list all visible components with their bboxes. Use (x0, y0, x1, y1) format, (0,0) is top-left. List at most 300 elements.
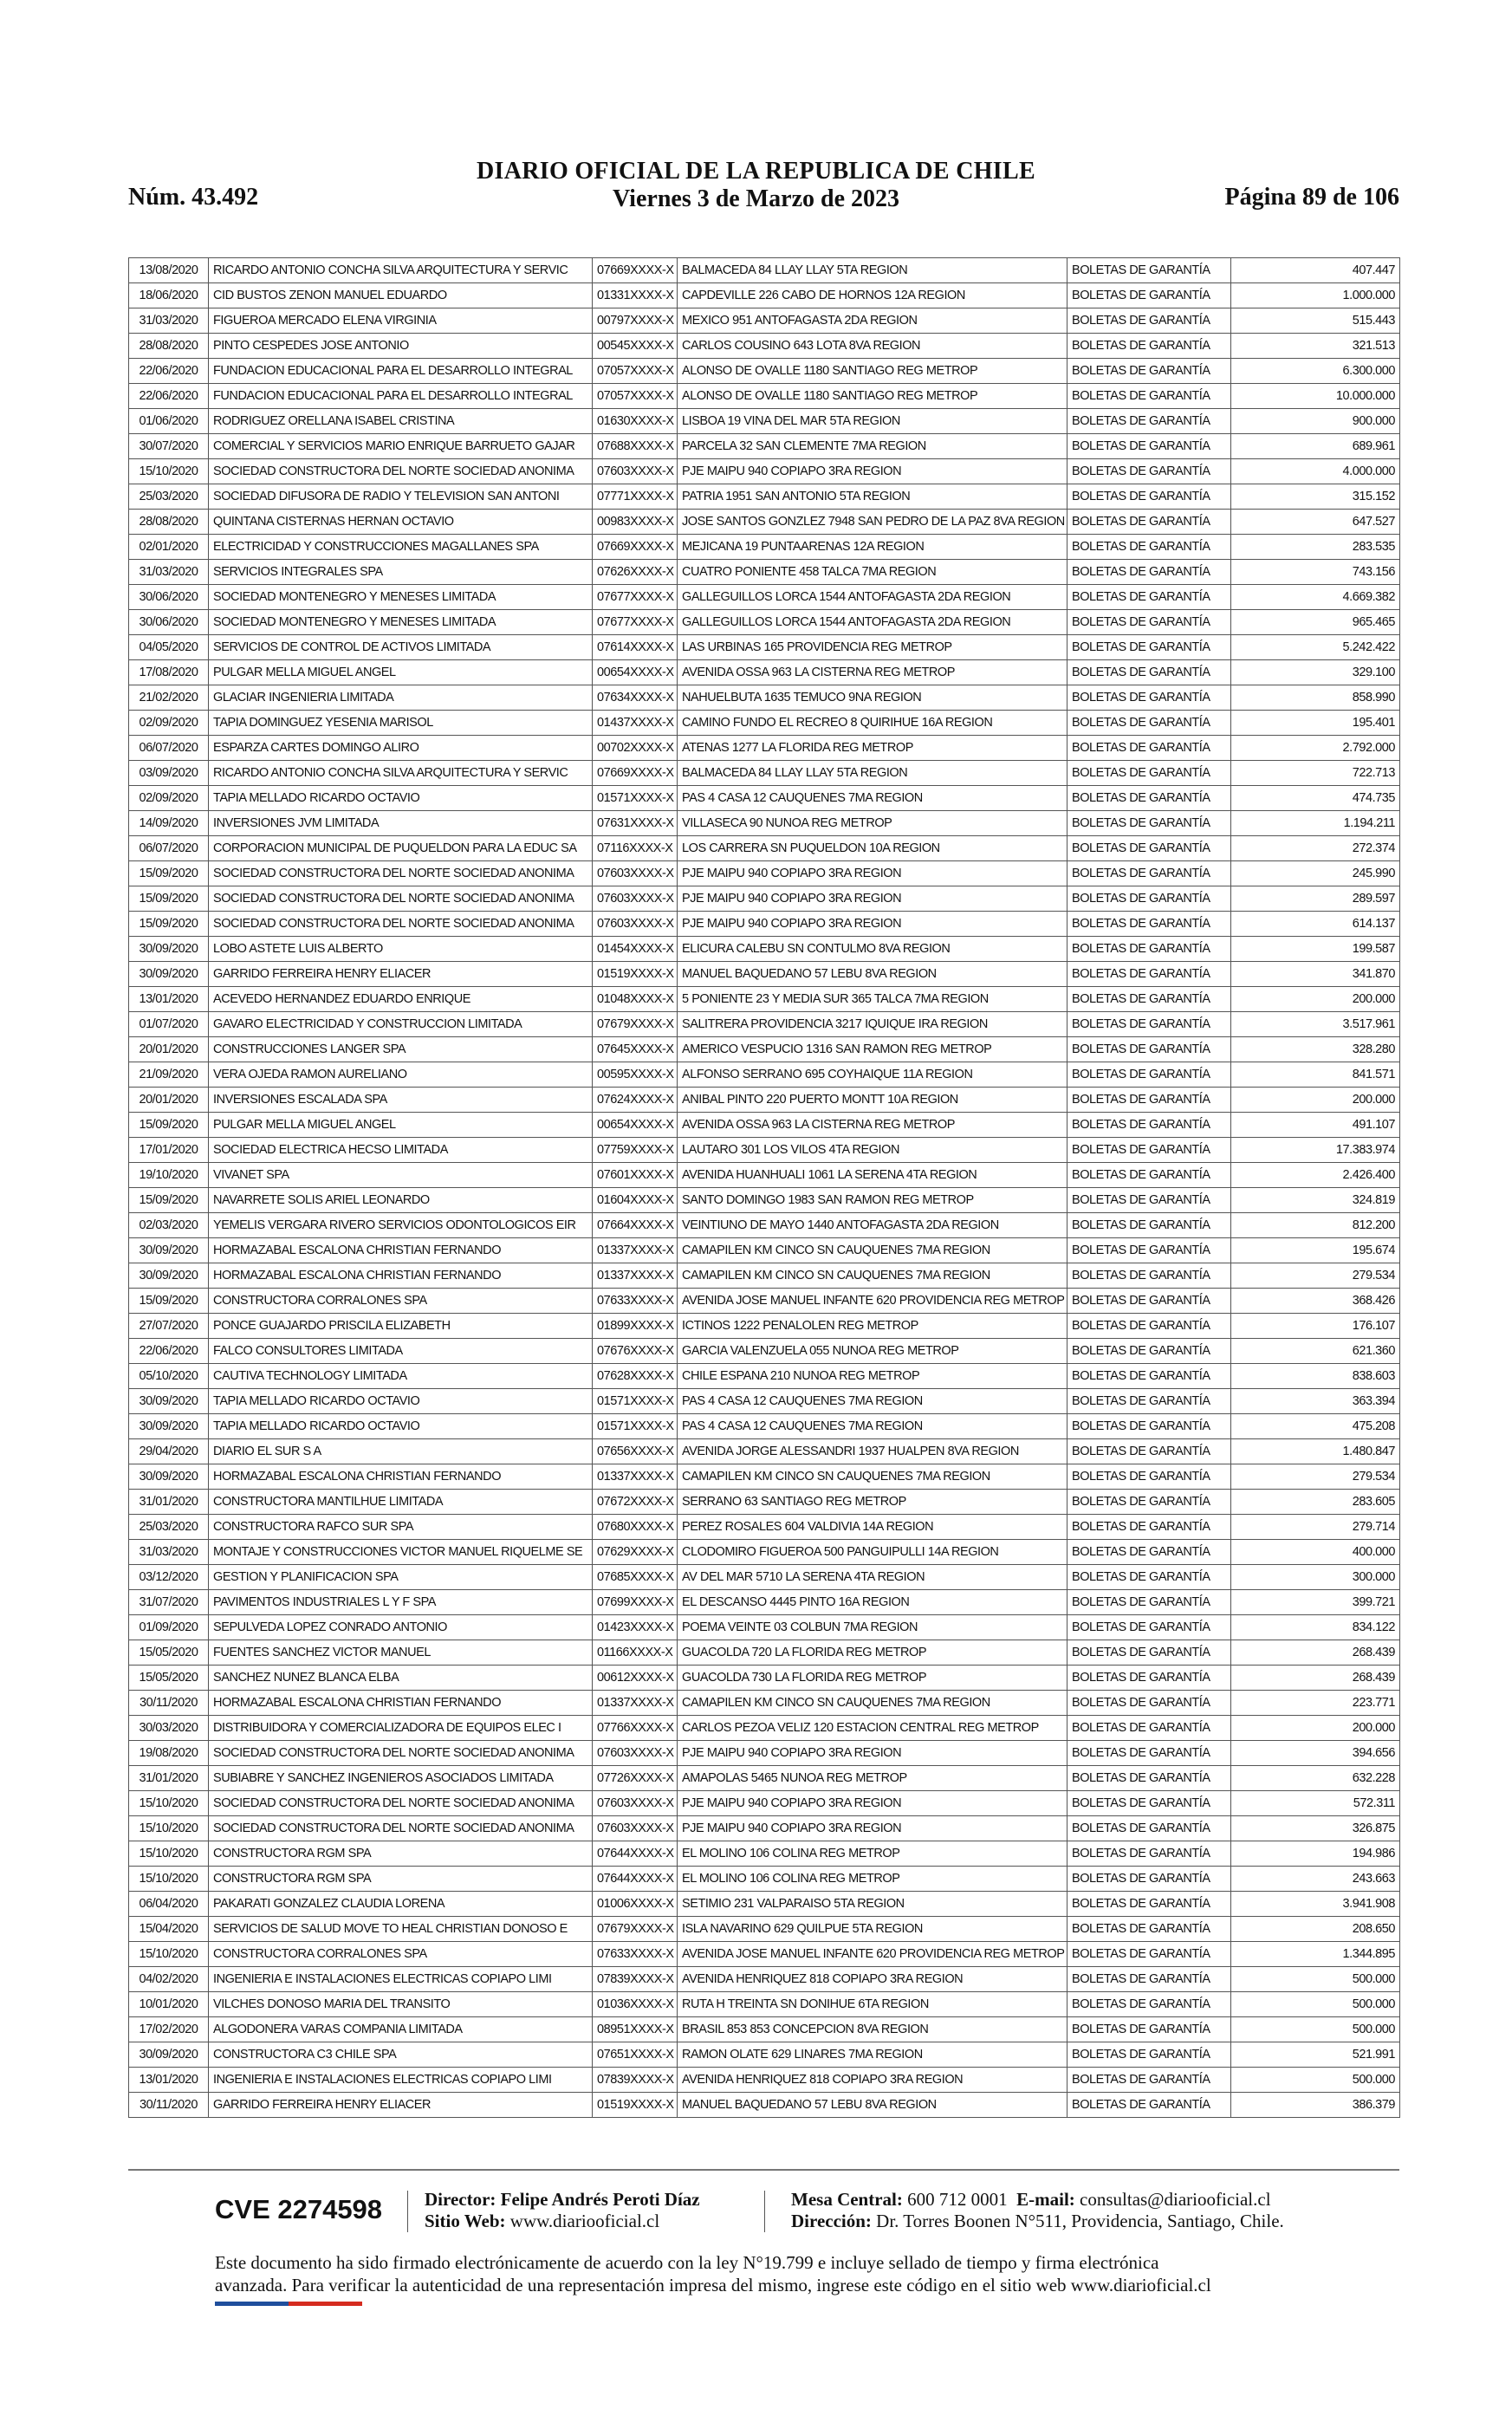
rut-cell: 07651XXXX-X (593, 2042, 678, 2068)
address-cell: BALMACEDA 84 LLAY LLAY 5TA REGION (678, 258, 1067, 283)
name-cell: TAPIA MELLADO RICARDO OCTAVIO (209, 786, 593, 811)
table-row (129, 1088, 1400, 1113)
rut-cell: 07603XXXX-X (593, 459, 678, 484)
name-cell: CONSTRUCCIONES LANGER SPA (209, 1037, 593, 1062)
amount-cell: 521.991 (1231, 2042, 1400, 2068)
amount-cell: 621.360 (1231, 1339, 1400, 1364)
name-cell: QUINTANA CISTERNAS HERNAN OCTAVIO (209, 510, 593, 535)
amount-cell: 900.000 (1231, 409, 1400, 434)
type-cell: BOLETAS DE GARANTÍA (1067, 1565, 1231, 1590)
name-cell: SANCHEZ NUNEZ BLANCA ELBA (209, 1666, 593, 1691)
amount-cell: 407.447 (1231, 258, 1400, 283)
address-cell: AVENIDA OSSA 963 LA CISTERNA REG METROP (678, 1113, 1067, 1138)
type-cell: BOLETAS DE GARANTÍA (1067, 1088, 1231, 1113)
type-cell: BOLETAS DE GARANTÍA (1067, 1163, 1231, 1188)
rut-cell: 00595XXXX-X (593, 1062, 678, 1088)
table-row (129, 1339, 1400, 1364)
table-row (129, 685, 1400, 711)
flag-red-band (289, 2302, 362, 2306)
amount-cell: 386.379 (1231, 2093, 1400, 2118)
type-cell: BOLETAS DE GARANTÍA (1067, 1012, 1231, 1037)
rut-cell: 07664XXXX-X (593, 1213, 678, 1238)
date-cell: 14/09/2020 (129, 811, 209, 836)
table-row (129, 1163, 1400, 1188)
address-cell: MANUEL BAQUEDANO 57 LEBU 8VA REGION (678, 962, 1067, 987)
table-row (129, 510, 1400, 535)
amount-cell: 3.517.961 (1231, 1012, 1400, 1037)
amount-cell: 515.443 (1231, 308, 1400, 334)
address-cell: GUACOLDA 720 LA FLORIDA REG METROP (678, 1640, 1067, 1666)
name-cell: SOCIEDAD DIFUSORA DE RADIO Y TELEVISION SAN ANTONI (209, 484, 593, 510)
address-cell: ALONSO DE OVALLE 1180 SANTIAGO REG METROP (678, 384, 1067, 409)
date-cell: 01/09/2020 (129, 1615, 209, 1640)
rut-cell: 07603XXXX-X (593, 912, 678, 937)
name-cell: INGENIERIA E INSTALACIONES ELECTRICAS COPIAPO LIMI (209, 2068, 593, 2093)
date-cell: 30/09/2020 (129, 1238, 209, 1263)
address-cell: CUATRO PONIENTE 458 TALCA 7MA REGION (678, 560, 1067, 585)
address-cell: PJE MAIPU 940 COPIAPO 3RA REGION (678, 912, 1067, 937)
table-row (129, 1942, 1400, 1967)
mesa-label: Mesa Central: (791, 2189, 903, 2210)
date-cell: 04/02/2020 (129, 1967, 209, 1992)
rut-cell: 07057XXXX-X (593, 359, 678, 384)
table-row (129, 1289, 1400, 1314)
table-row (129, 811, 1400, 836)
rut-cell: 07626XXXX-X (593, 560, 678, 585)
amount-cell: 176.107 (1231, 1314, 1400, 1339)
rut-cell: 07676XXXX-X (593, 1339, 678, 1364)
type-cell: BOLETAS DE GARANTÍA (1067, 1540, 1231, 1565)
table-row (129, 1590, 1400, 1615)
legal-line: Este documento ha sido firmado electrónicamente de acuerdo con la ley N°19.799 e incluye sellado de tiempo y firma electrónica (215, 2252, 1159, 2273)
date-cell: 15/05/2020 (129, 1640, 209, 1666)
type-cell: BOLETAS DE GARANTÍA (1067, 1389, 1231, 1414)
amount-cell: 10.000.000 (1231, 384, 1400, 409)
date-cell: 30/09/2020 (129, 1389, 209, 1414)
type-cell: BOLETAS DE GARANTÍA (1067, 1263, 1231, 1289)
type-cell: BOLETAS DE GARANTÍA (1067, 1992, 1231, 2017)
date-cell: 20/01/2020 (129, 1037, 209, 1062)
type-cell: BOLETAS DE GARANTÍA (1067, 434, 1231, 459)
address-cell: ATENAS 1277 LA FLORIDA REG METROP (678, 736, 1067, 761)
table-row (129, 1766, 1400, 1791)
rut-cell: 00797XXXX-X (593, 308, 678, 334)
rut-cell: 07656XXXX-X (593, 1439, 678, 1464)
table-row (129, 1565, 1400, 1590)
type-cell: BOLETAS DE GARANTÍA (1067, 811, 1231, 836)
rut-cell: 01604XXXX-X (593, 1188, 678, 1213)
name-cell: MONTAJE Y CONSTRUCCIONES VICTOR MANUEL RIQUELME SE (209, 1540, 593, 1565)
address-cell: CAMAPILEN KM CINCO SN CAUQUENES 7MA REGION (678, 1691, 1067, 1716)
type-cell: BOLETAS DE GARANTÍA (1067, 1590, 1231, 1615)
name-cell: FUENTES SANCHEZ VICTOR MANUEL (209, 1640, 593, 1666)
type-cell: BOLETAS DE GARANTÍA (1067, 1691, 1231, 1716)
type-cell: BOLETAS DE GARANTÍA (1067, 1238, 1231, 1263)
amount-cell: 6.300.000 (1231, 359, 1400, 384)
rut-cell: 07644XXXX-X (593, 1841, 678, 1867)
type-cell: BOLETAS DE GARANTÍA (1067, 912, 1231, 937)
type-cell: BOLETAS DE GARANTÍA (1067, 1138, 1231, 1163)
table-row (129, 459, 1400, 484)
date-cell: 30/09/2020 (129, 1464, 209, 1490)
name-cell: YEMELIS VERGARA RIVERO SERVICIOS ODONTOLOGICOS EIR (209, 1213, 593, 1238)
type-cell: BOLETAS DE GARANTÍA (1067, 535, 1231, 560)
name-cell: INVERSIONES ESCALADA SPA (209, 1088, 593, 1113)
table-row (129, 484, 1400, 510)
address-cell: AVENIDA JOSE MANUEL INFANTE 620 PROVIDENCIA REG METROP (678, 1289, 1067, 1314)
amount-cell: 289.597 (1231, 886, 1400, 912)
date-cell: 15/10/2020 (129, 459, 209, 484)
table-row (129, 1666, 1400, 1691)
rut-cell: 07679XXXX-X (593, 1012, 678, 1037)
address-cell: AVENIDA OSSA 963 LA CISTERNA REG METROP (678, 660, 1067, 685)
type-cell: BOLETAS DE GARANTÍA (1067, 1188, 1231, 1213)
amount-cell: 838.603 (1231, 1364, 1400, 1389)
name-cell: TAPIA MELLADO RICARDO OCTAVIO (209, 1414, 593, 1439)
rut-cell: 01331XXXX-X (593, 283, 678, 308)
footer-separator (407, 2191, 408, 2232)
rut-cell: 01630XXXX-X (593, 409, 678, 434)
guarantees-table (128, 257, 1400, 2118)
type-cell: BOLETAS DE GARANTÍA (1067, 1615, 1231, 1640)
table-row (129, 560, 1400, 585)
date-cell: 18/06/2020 (129, 283, 209, 308)
address-cell: ICTINOS 1222 PENALOLEN REG METROP (678, 1314, 1067, 1339)
amount-cell: 399.721 (1231, 1590, 1400, 1615)
web-label: Sitio Web: (425, 2211, 506, 2231)
amount-cell: 743.156 (1231, 560, 1400, 585)
rut-cell: 07116XXXX-X (593, 836, 678, 861)
amount-cell: 500.000 (1231, 1967, 1400, 1992)
table-row (129, 912, 1400, 937)
address-text: Dr. Torres Boonen N°511, Providencia, Santiago, Chile. (876, 2211, 1284, 2231)
date-cell: 15/10/2020 (129, 1841, 209, 1867)
date-cell: 15/09/2020 (129, 1113, 209, 1138)
amount-cell: 572.311 (1231, 1791, 1400, 1816)
rut-cell: 07669XXXX-X (593, 535, 678, 560)
date-cell: 30/11/2020 (129, 1691, 209, 1716)
type-cell: BOLETAS DE GARANTÍA (1067, 258, 1231, 283)
table-row (129, 1238, 1400, 1263)
amount-cell: 2.792.000 (1231, 736, 1400, 761)
name-cell: SOCIEDAD CONSTRUCTORA DEL NORTE SOCIEDAD ANONIMA (209, 886, 593, 912)
rut-cell: 07603XXXX-X (593, 1741, 678, 1766)
rut-cell: 07601XXXX-X (593, 1163, 678, 1188)
name-cell: PAVIMENTOS INDUSTRIALES L Y F SPA (209, 1590, 593, 1615)
amount-cell: 1.344.895 (1231, 1942, 1400, 1967)
table-row (129, 660, 1400, 685)
amount-cell: 965.465 (1231, 610, 1400, 635)
name-cell: CONSTRUCTORA C3 CHILE SPA (209, 2042, 593, 2068)
name-cell: CAUTIVA TECHNOLOGY LIMITADA (209, 1364, 593, 1389)
rut-cell: 00702XXXX-X (593, 736, 678, 761)
date-cell: 03/09/2020 (129, 761, 209, 786)
name-cell: SOCIEDAD CONSTRUCTORA DEL NORTE SOCIEDAD ANONIMA (209, 1741, 593, 1766)
date-cell: 30/09/2020 (129, 1414, 209, 1439)
address-cell: PJE MAIPU 940 COPIAPO 3RA REGION (678, 1816, 1067, 1841)
address-label: Dirección: (791, 2211, 872, 2231)
date-cell: 15/10/2020 (129, 1942, 209, 1967)
table-row (129, 1691, 1400, 1716)
rut-cell: 01571XXXX-X (593, 1389, 678, 1414)
type-cell: BOLETAS DE GARANTÍA (1067, 1640, 1231, 1666)
type-cell: BOLETAS DE GARANTÍA (1067, 334, 1231, 359)
amount-cell: 326.875 (1231, 1816, 1400, 1841)
name-cell: SOCIEDAD MONTENEGRO Y MENESES LIMITADA (209, 585, 593, 610)
name-cell: RODRIGUEZ ORELLANA ISABEL CRISTINA (209, 409, 593, 434)
issue-number: Núm. 43.492 (128, 184, 259, 211)
name-cell: RICARDO ANTONIO CONCHA SILVA ARQUITECTURA Y SERVIC (209, 258, 593, 283)
email-link[interactable]: consultas@diariooficial.cl (1080, 2189, 1271, 2210)
name-cell: CONSTRUCTORA CORRALONES SPA (209, 1289, 593, 1314)
table-row (129, 1113, 1400, 1138)
address-cell: SANTO DOMINGO 1983 SAN RAMON REG METROP (678, 1188, 1067, 1213)
table-row (129, 962, 1400, 987)
type-cell: BOLETAS DE GARANTÍA (1067, 1490, 1231, 1515)
rut-cell: 07688XXXX-X (593, 434, 678, 459)
amount-cell: 500.000 (1231, 2068, 1400, 2093)
rut-cell: 01166XXXX-X (593, 1640, 678, 1666)
name-cell: GAVARO ELECTRICIDAD Y CONSTRUCCION LIMITADA (209, 1012, 593, 1037)
rut-cell: 07672XXXX-X (593, 1490, 678, 1515)
date-cell: 22/06/2020 (129, 384, 209, 409)
date-cell: 30/07/2020 (129, 434, 209, 459)
director-name: Felipe Andrés Peroti Díaz (500, 2189, 700, 2210)
amount-cell: 614.137 (1231, 912, 1400, 937)
date-cell: 19/10/2020 (129, 1163, 209, 1188)
table-row (129, 1364, 1400, 1389)
legal-notice (215, 2251, 1341, 2296)
table-row (129, 1741, 1400, 1766)
date-cell: 29/04/2020 (129, 1439, 209, 1464)
amount-cell: 368.426 (1231, 1289, 1400, 1314)
table-row (129, 635, 1400, 660)
table-row (129, 585, 1400, 610)
date-cell: 31/01/2020 (129, 1490, 209, 1515)
rut-cell: 01337XXXX-X (593, 1691, 678, 1716)
type-cell: BOLETAS DE GARANTÍA (1067, 736, 1231, 761)
legal-line: avanzada. Para verificar la autenticidad de una representación impresa del mismo, ingrese este código en el sitio web www.diarioficial.cl (215, 2275, 1211, 2295)
amount-cell: 328.280 (1231, 1037, 1400, 1062)
address-cell: ELICURA CALEBU SN CONTULMO 8VA REGION (678, 937, 1067, 962)
type-cell: BOLETAS DE GARANTÍA (1067, 1841, 1231, 1867)
rut-cell: 07839XXXX-X (593, 2068, 678, 2093)
date-cell: 15/10/2020 (129, 1867, 209, 1892)
amount-cell: 195.401 (1231, 711, 1400, 736)
rut-cell: 07624XXXX-X (593, 1088, 678, 1113)
address-cell: GARCIA VALENZUELA 055 NUNOA REG METROP (678, 1339, 1067, 1364)
address-cell: AVENIDA JOSE MANUEL INFANTE 620 PROVIDENCIA REG METROP (678, 1942, 1067, 1967)
table-row (129, 1012, 1400, 1037)
date-cell: 15/09/2020 (129, 861, 209, 886)
type-cell: BOLETAS DE GARANTÍA (1067, 861, 1231, 886)
address-cell: PJE MAIPU 940 COPIAPO 3RA REGION (678, 459, 1067, 484)
name-cell: CONSTRUCTORA RGM SPA (209, 1867, 593, 1892)
name-cell: CONSTRUCTORA CORRALONES SPA (209, 1942, 593, 1967)
address-cell: CAPDEVILLE 226 CABO DE HORNOS 12A REGION (678, 283, 1067, 308)
name-cell: PONCE GUAJARDO PRISCILA ELIZABETH (209, 1314, 593, 1339)
date-cell: 15/10/2020 (129, 1791, 209, 1816)
name-cell: VILCHES DONOSO MARIA DEL TRANSITO (209, 1992, 593, 2017)
date-cell: 22/06/2020 (129, 1339, 209, 1364)
rut-cell: 01571XXXX-X (593, 786, 678, 811)
address-cell: CHILE ESPANA 210 NUNOA REG METROP (678, 1364, 1067, 1389)
address-cell: RAMON OLATE 629 LINARES 7MA REGION (678, 2042, 1067, 2068)
address-cell: PJE MAIPU 940 COPIAPO 3RA REGION (678, 1791, 1067, 1816)
amount-cell: 279.714 (1231, 1515, 1400, 1540)
date-cell: 30/03/2020 (129, 1716, 209, 1741)
address-cell: GALLEGUILLOS LORCA 1544 ANTOFAGASTA 2DA REGION (678, 585, 1067, 610)
amount-cell: 329.100 (1231, 660, 1400, 685)
date-cell: 20/01/2020 (129, 1088, 209, 1113)
date-cell: 15/10/2020 (129, 1816, 209, 1841)
date-cell: 31/03/2020 (129, 308, 209, 334)
rut-cell: 07634XXXX-X (593, 685, 678, 711)
name-cell: NAVARRETE SOLIS ARIEL LEONARDO (209, 1188, 593, 1213)
table-row (129, 1515, 1400, 1540)
table-row (129, 283, 1400, 308)
type-cell: BOLETAS DE GARANTÍA (1067, 1892, 1231, 1917)
amount-cell: 272.374 (1231, 836, 1400, 861)
name-cell: SOCIEDAD ELECTRICA HECSO LIMITADA (209, 1138, 593, 1163)
rut-cell: 07633XXXX-X (593, 1289, 678, 1314)
amount-cell: 3.941.908 (1231, 1892, 1400, 1917)
amount-cell: 363.394 (1231, 1389, 1400, 1414)
rut-cell: 01423XXXX-X (593, 1615, 678, 1640)
amount-cell: 400.000 (1231, 1540, 1400, 1565)
table-row (129, 1188, 1400, 1213)
table-row (129, 2093, 1400, 2118)
type-cell: BOLETAS DE GARANTÍA (1067, 409, 1231, 434)
table-row (129, 1917, 1400, 1942)
page-header (0, 0, 1512, 243)
rut-cell: 07679XXXX-X (593, 1917, 678, 1942)
address-cell: MEJICANA 19 PUNTAARENAS 12A REGION (678, 535, 1067, 560)
rut-cell: 07628XXXX-X (593, 1364, 678, 1389)
rut-cell: 00654XXXX-X (593, 1113, 678, 1138)
name-cell: PULGAR MELLA MIGUEL ANGEL (209, 1113, 593, 1138)
address-cell: PATRIA 1951 SAN ANTONIO 5TA REGION (678, 484, 1067, 510)
amount-cell: 17.383.974 (1231, 1138, 1400, 1163)
type-cell: BOLETAS DE GARANTÍA (1067, 1464, 1231, 1490)
rut-cell: 01048XXXX-X (593, 987, 678, 1012)
web-link[interactable]: www.diariooficial.cl (509, 2211, 660, 2231)
name-cell: FUNDACION EDUCACIONAL PARA EL DESARROLLO INTEGRAL (209, 384, 593, 409)
date-cell: 28/08/2020 (129, 334, 209, 359)
address-cell: NAHUELBUTA 1635 TEMUCO 9NA REGION (678, 685, 1067, 711)
date-cell: 13/08/2020 (129, 258, 209, 283)
amount-cell: 689.961 (1231, 434, 1400, 459)
date-cell: 13/01/2020 (129, 2068, 209, 2093)
date-cell: 17/08/2020 (129, 660, 209, 685)
table-row (129, 1892, 1400, 1917)
amount-cell: 300.000 (1231, 1565, 1400, 1590)
rut-cell: 07603XXXX-X (593, 1791, 678, 1816)
table-row (129, 1640, 1400, 1666)
mesa-phone: 600 712 0001 (907, 2189, 1008, 2210)
type-cell: BOLETAS DE GARANTÍA (1067, 685, 1231, 711)
type-cell: BOLETAS DE GARANTÍA (1067, 1666, 1231, 1691)
newspaper-title: DIARIO OFICIAL DE LA REPUBLICA DE CHILE (477, 158, 1035, 185)
name-cell: ACEVEDO HERNANDEZ EDUARDO ENRIQUE (209, 987, 593, 1012)
date-cell: 01/06/2020 (129, 409, 209, 434)
rut-cell: 07057XXXX-X (593, 384, 678, 409)
name-cell: HORMAZABAL ESCALONA CHRISTIAN FERNANDO (209, 1238, 593, 1263)
address-cell: PJE MAIPU 940 COPIAPO 3RA REGION (678, 886, 1067, 912)
name-cell: PAKARATI GONZALEZ CLAUDIA LORENA (209, 1892, 593, 1917)
type-cell: BOLETAS DE GARANTÍA (1067, 1741, 1231, 1766)
date-cell: 30/09/2020 (129, 937, 209, 962)
address-cell: MANUEL BAQUEDANO 57 LEBU 8VA REGION (678, 2093, 1067, 2118)
name-cell: TAPIA DOMINGUEZ YESENIA MARISOL (209, 711, 593, 736)
rut-cell: 07677XXXX-X (593, 585, 678, 610)
table-row (129, 434, 1400, 459)
date-cell: 15/09/2020 (129, 1188, 209, 1213)
amount-cell: 841.571 (1231, 1062, 1400, 1088)
address-cell: GUACOLDA 730 LA FLORIDA REG METROP (678, 1666, 1067, 1691)
amount-cell: 279.534 (1231, 1263, 1400, 1289)
table-row (129, 1263, 1400, 1289)
date-cell: 13/01/2020 (129, 987, 209, 1012)
name-cell: SERVICIOS DE SALUD MOVE TO HEAL CHRISTIAN DONOSO E (209, 1917, 593, 1942)
type-cell: BOLETAS DE GARANTÍA (1067, 1917, 1231, 1942)
date-cell: 02/09/2020 (129, 711, 209, 736)
table-row (129, 1791, 1400, 1816)
type-cell: BOLETAS DE GARANTÍA (1067, 459, 1231, 484)
name-cell: SEPULVEDA LOPEZ CONRADO ANTONIO (209, 1615, 593, 1640)
address-cell: BALMACEDA 84 LLAY LLAY 5TA REGION (678, 761, 1067, 786)
date-cell: 10/01/2020 (129, 1992, 209, 2017)
type-cell: BOLETAS DE GARANTÍA (1067, 2042, 1231, 2068)
rut-cell: 01571XXXX-X (593, 1414, 678, 1439)
type-cell: BOLETAS DE GARANTÍA (1067, 359, 1231, 384)
rut-cell: 07603XXXX-X (593, 1816, 678, 1841)
table-row (129, 334, 1400, 359)
rut-cell: 07685XXXX-X (593, 1565, 678, 1590)
name-cell: LOBO ASTETE LUIS ALBERTO (209, 937, 593, 962)
rut-cell: 07629XXXX-X (593, 1540, 678, 1565)
address-cell: CARLOS COUSINO 643 LOTA 8VA REGION (678, 334, 1067, 359)
date-cell: 02/03/2020 (129, 1213, 209, 1238)
table-row (129, 1389, 1400, 1414)
amount-cell: 195.674 (1231, 1238, 1400, 1263)
rut-cell: 07669XXXX-X (593, 761, 678, 786)
address-cell: 5 PONIENTE 23 Y MEDIA SUR 365 TALCA 7MA REGION (678, 987, 1067, 1012)
type-cell: BOLETAS DE GARANTÍA (1067, 1037, 1231, 1062)
date-cell: 31/07/2020 (129, 1590, 209, 1615)
type-cell: BOLETAS DE GARANTÍA (1067, 1515, 1231, 1540)
amount-cell: 194.986 (1231, 1841, 1400, 1867)
address-cell: PAS 4 CASA 12 CAUQUENES 7MA REGION (678, 1389, 1067, 1414)
table-row (129, 2068, 1400, 2093)
name-cell: VIVANET SPA (209, 1163, 593, 1188)
date-cell: 25/03/2020 (129, 484, 209, 510)
name-cell: CONSTRUCTORA RAFCO SUR SPA (209, 1515, 593, 1540)
amount-cell: 315.152 (1231, 484, 1400, 510)
amount-cell: 500.000 (1231, 2017, 1400, 2042)
name-cell: SERVICIOS INTEGRALES SPA (209, 560, 593, 585)
table-row (129, 1490, 1400, 1515)
type-cell: BOLETAS DE GARANTÍA (1067, 786, 1231, 811)
address-cell: BRASIL 853 853 CONCEPCION 8VA REGION (678, 2017, 1067, 2042)
type-cell: BOLETAS DE GARANTÍA (1067, 937, 1231, 962)
address-cell: ANIBAL PINTO 220 PUERTO MONTT 10A REGION (678, 1088, 1067, 1113)
table-row (129, 736, 1400, 761)
address-cell: SALITRERA PROVIDENCIA 3217 IQUIQUE IRA REGION (678, 1012, 1067, 1037)
date-cell: 15/05/2020 (129, 1666, 209, 1691)
table-row (129, 1062, 1400, 1088)
address-cell: LOS CARRERA SN PUQUELDON 10A REGION (678, 836, 1067, 861)
